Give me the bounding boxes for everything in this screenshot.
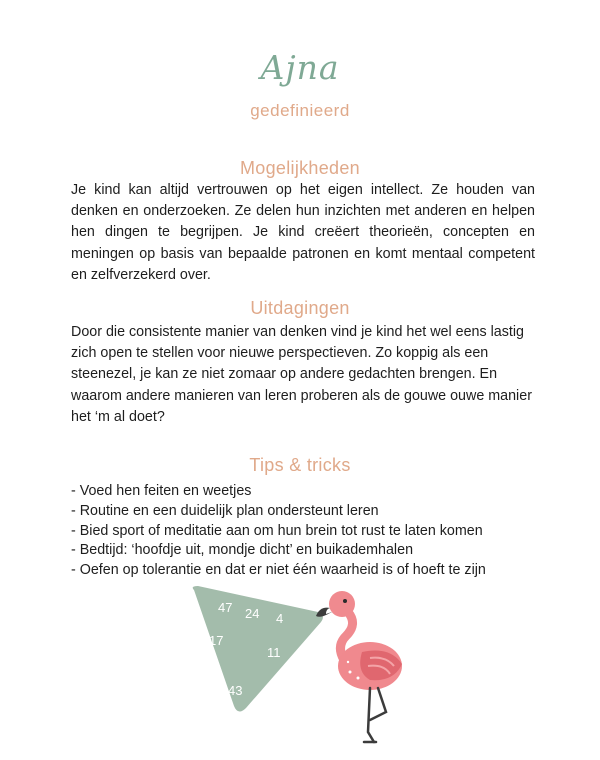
tip-item: - Routine en een duidelijk plan ondersteunt leren bbox=[71, 502, 379, 519]
page-subtitle: gedefinieerd bbox=[250, 101, 350, 120]
flamingo-triangle-illustration bbox=[180, 582, 420, 752]
gate-number: 11 bbox=[267, 645, 281, 660]
gate-number: 17 bbox=[209, 633, 224, 648]
heading-tips: Tips & tricks bbox=[249, 455, 351, 475]
flamingo-icon bbox=[316, 591, 402, 742]
gate-number: 24 bbox=[245, 606, 260, 621]
gate-number: 4 bbox=[276, 611, 284, 626]
tip-item: - Bedtijd: ‘hoofdje uit, mondje dicht’ en buikademhalen bbox=[71, 542, 414, 559]
tip-item: - Voed hen feiten en weetjes bbox=[71, 483, 252, 499]
gate-number: 47 bbox=[218, 600, 233, 615]
uitdagingen-paragraph: Door die consistente manier van denken vind je kind het wel eens lastig zich open te stellen voor nieuwe perspectieven. Zo koppig als een steenezel, je kan ze niet zomaar op andere gedachten brengen. En waarom andere manieren van leren proberen als de gouwe ouwe manier het ‘m al doet? bbox=[71, 324, 532, 425]
tip-item: - Bied sport of meditatie aan om hun brein tot rust te laten komen bbox=[71, 522, 483, 539]
mogelijkheden-paragraph: Je kind kan altijd vertrouwen op het eigen intellect. Ze houden van denken en onderzoeken. Ze delen hun inzichten met anderen en helpen hen dingen te begrijpen. Je kind creëert theorieën, concepten en meningen op basis van bepaalde patronen en komt mentaal competent en zelfverzekerd over. bbox=[71, 182, 535, 283]
tips-list bbox=[71, 482, 551, 581]
gate-number: 43 bbox=[228, 683, 243, 698]
heading-mogelijkheden: Mogelijkheden bbox=[240, 158, 360, 178]
ajna-triangle-icon bbox=[193, 586, 323, 712]
page-title: Ajna bbox=[260, 48, 340, 87]
heading-uitdagingen: Uitdagingen bbox=[250, 298, 350, 318]
tip-item: - Oefen op tolerantie en dat er niet één waarheid is of hoeft te zijn bbox=[71, 562, 486, 579]
